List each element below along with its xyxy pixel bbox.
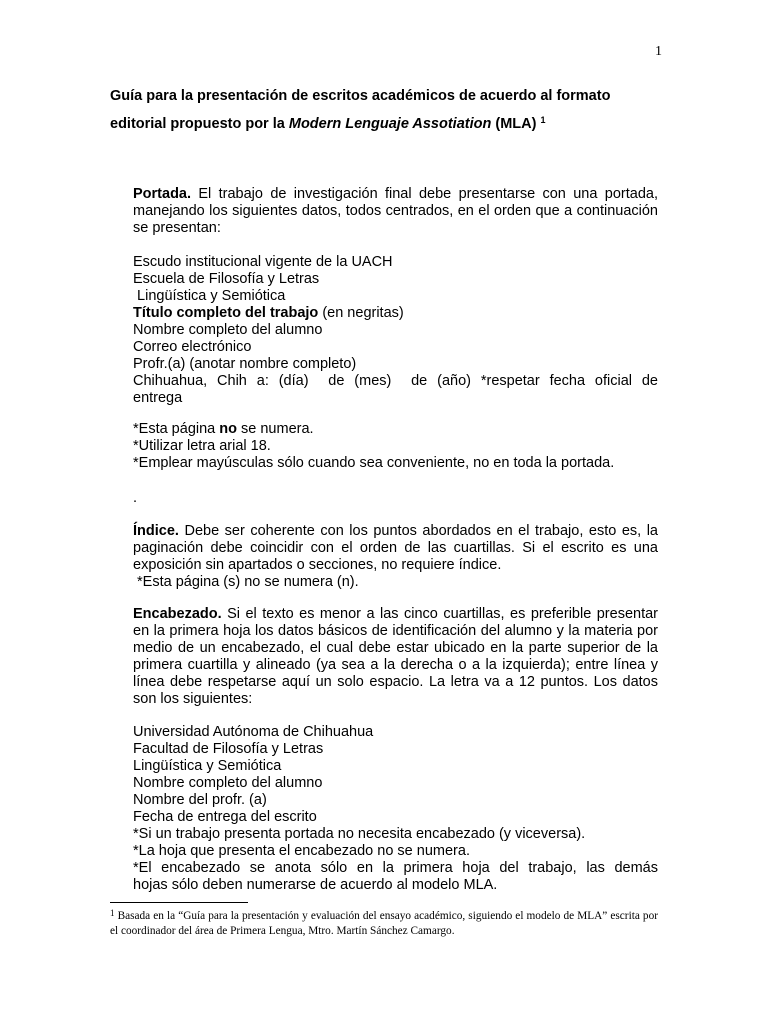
portada-fecha-line-2: entrega xyxy=(133,390,183,406)
footnote-divider xyxy=(110,902,248,903)
footnote xyxy=(110,906,658,939)
portada-titulo-rest: (en negritas) xyxy=(318,305,404,321)
encabezado-item: Universidad Autónoma de Chihuahua xyxy=(133,724,374,740)
encabezado-paragraph xyxy=(133,606,658,708)
portada-list xyxy=(133,254,658,407)
footnote-reference: 1 xyxy=(540,115,546,125)
portada-item: Escuela de Filosofía y Letras xyxy=(133,271,320,287)
encabezado-item: Nombre completo del alumno xyxy=(133,775,323,791)
title-line-1: Guía para la presentación de escritos académicos de acuerdo al formato xyxy=(110,88,611,104)
indice-text: Debe ser coherente con los puntos abordados en el trabajo, esto es, la paginación debe coincidir con el orden de las cuartillas. Si el escrito es una exposición sin apartados o secciones, no requiere índice. xyxy=(133,523,658,573)
portada-notes xyxy=(133,421,658,472)
encabezado-note-1: *Si un trabajo presenta portada no necesita encabezado (y viceversa). xyxy=(133,826,586,842)
encabezado-item: Lingüística y Semiótica xyxy=(133,758,282,774)
encabezado-list xyxy=(133,724,658,894)
portada-titulo-bold: Título completo del trabajo xyxy=(133,305,319,321)
title-line-2-pre: editorial propuesto por la xyxy=(110,116,289,132)
portada-note-2: *Utilizar letra arial 18. xyxy=(133,438,271,454)
note-1-bold: no xyxy=(219,421,237,437)
note-1-post: se numera. xyxy=(236,421,314,437)
portada-item: Nombre completo del alumno xyxy=(133,322,323,338)
document-title xyxy=(110,84,670,136)
portada-item: Lingüística y Semiótica xyxy=(133,288,286,304)
portada-note-3: *Emplear mayúsculas sólo cuando sea conveniente, no en toda la portada. xyxy=(133,455,615,471)
title-italic-name: Modern Lenguaje Assotiation xyxy=(288,116,492,132)
title-line-2 xyxy=(110,108,670,136)
encabezado-item: Fecha de entrega del escrito xyxy=(133,809,317,825)
portada-note-1 xyxy=(133,421,658,438)
portada-heading: Portada. xyxy=(133,186,192,202)
portada-fecha-line-1: Chihuahua, Chih a: (día) de (mes) de (año) *respetar fecha oficial de xyxy=(133,373,658,389)
encabezado-item: Nombre del profr. (a) xyxy=(133,792,267,808)
footnote-mark: 1 xyxy=(110,908,115,918)
encabezado-note-2: *La hoja que presenta el encabezado no se numera. xyxy=(133,843,470,859)
indice-heading: Índice. xyxy=(133,523,179,539)
indice-paragraph xyxy=(133,523,658,574)
portada-titulo-item xyxy=(133,305,658,322)
footnote-text: Basada en la “Guía para la presentación y evaluación del ensayo académico, siguiendo el modelo de MLA” escrita por el coordinador del área de Primera Lengua, Mtro. Martín Sánchez Camargo. xyxy=(110,910,658,937)
note-1-pre: *Esta página xyxy=(133,421,220,437)
portada-item: Escudo institucional vigente de la UACH xyxy=(133,254,393,270)
encabezado-heading: Encabezado. xyxy=(133,606,222,622)
encabezado-text: Si el texto es menor a las cinco cuartillas, es preferible presentar en la primera hoja los datos básicos de identificación del alumno y la materia por medio de un encabezado, el cual debe estar ubicado en la parte superior de la primera cuartilla y alineado (ya sea a la derecha o a la izquierda); entre línea y línea debe respetarse aquí un solo espacio. La letra va a 12 puntos. Los datos son los siguientes: xyxy=(133,606,658,707)
portada-paragraph xyxy=(133,186,658,237)
encabezado-item: Facultad de Filosofía y Letras xyxy=(133,741,324,757)
indice-note: *Esta página (s) no se numera (n). xyxy=(133,574,359,590)
portada-item: Profr.(a) (anotar nombre completo) xyxy=(133,356,357,372)
portada-text: El trabajo de investigación final debe presentarse con una portada, manejando los siguientes datos, todos centrados, en el orden que a continuación se presentan: xyxy=(133,186,658,236)
separator-dot: . xyxy=(133,490,138,506)
portada-item: Correo electrónico xyxy=(133,339,252,355)
encabezado-note-3-line-2: hojas sólo deben numerarse de acuerdo al modelo MLA. xyxy=(133,877,498,893)
encabezado-note-3-line-1: *El encabezado se anota sólo en la primera hoja del trabajo, las demás xyxy=(133,860,658,876)
page-number: 1 xyxy=(655,44,662,59)
title-line-2-post: (MLA) xyxy=(491,116,541,132)
